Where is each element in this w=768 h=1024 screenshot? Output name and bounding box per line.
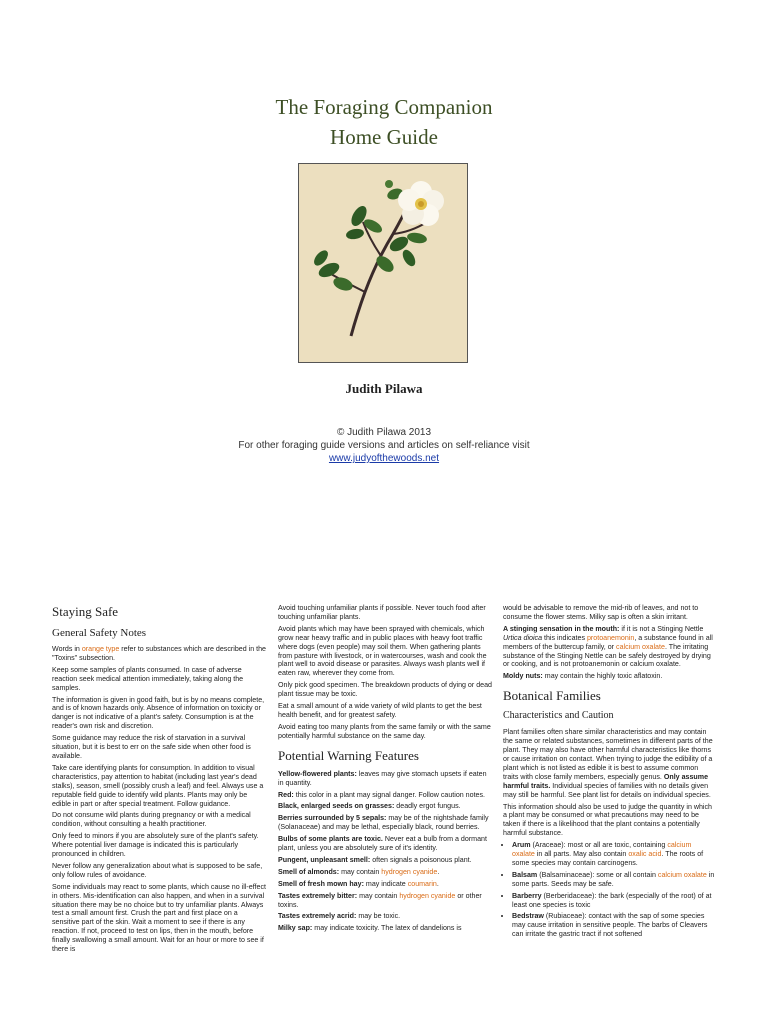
author-name: Judith Pilawa bbox=[345, 381, 423, 396]
paragraph: Keep some samples of plants consumed. In case of adverse reaction seek medical attention immediately, taking along the samples. bbox=[52, 665, 244, 692]
list-item: • Arum (Araceae): most or all are toxic, containing calcium oxalate in all parts. May also contain oxalic acid. The roots of some species may contain carcinogens. bbox=[512, 841, 715, 868]
paragraph: This information should also be used to judge the quantity in which a plant may be consumed or what precautions may need to be taken if there is a likelihood that the plant contains a potentially harmful substance. bbox=[503, 802, 712, 838]
paragraph: Some guidance may reduce the risk of starvation in a survival situation, but it is best to err on the safe side when other food is available. bbox=[52, 734, 251, 760]
rose-sprig-illustration bbox=[299, 164, 467, 362]
warning-feature: Pungent, unpleasant smell: often signals a poisonous plant. bbox=[278, 855, 472, 864]
column-1 bbox=[52, 604, 267, 957]
paragraph: Only feed to minors if you are absolutely sure of the plant's safety. Where potential liver damage is indicated this is particularly pronounced in children. bbox=[52, 832, 259, 859]
paragraph: Avoid eating too many plants from the same family or with the same potentially harmful substance on the same day. bbox=[278, 722, 491, 740]
paragraph: Take care identifying plants for consumption. In addition to visual characteristics, pay attention to habitat (including last year's dead stalks), season, smell (possibly crush a leaf) and feel. Always use a reputable field guide to identify wild plants. Plants may only be edible in part or after special treatment. Follow guidance. bbox=[52, 763, 264, 808]
warning-feature: Smell of almonds: may contain hydrogen cyanide. bbox=[278, 867, 440, 876]
column-3 bbox=[503, 604, 715, 942]
paragraph: Words in orange type refer to substances which are described in the "Toxins" subsection. bbox=[52, 645, 266, 662]
warning-feature: Yellow-flowered plants: leaves may give stomach upsets if eaten in quantity. bbox=[278, 769, 487, 787]
family-list bbox=[503, 841, 715, 939]
paragraph: Do not consume wild plants during pregnancy or with a medical condition, without consulting a health practitioner. bbox=[52, 811, 251, 829]
visit-text: For other foraging guide versions and articles on self-reliance visit bbox=[238, 440, 530, 451]
paragraph: The information is given in good faith, but is by no means complete, and is of known hazards only. Absence of information on toxicity or danger is not indicative of a plant's safety. Consumption is at the reader's own risk and discretion. bbox=[52, 695, 265, 731]
list-item: • Barberry (Berberidaceae): the bark (especially of the root) of at least one species is toxic bbox=[512, 892, 715, 910]
list-item: • Balsam (Balsaminaceae): some or all contain calcium oxalate in some parts. Seeds may be safe. bbox=[512, 871, 715, 889]
paragraph: Some individuals may react to some plants, which cause no ill-effect in others. Mis-identification can also happen, and when in a survival situation there may be no choice but to try unfamiliar plants. Always test a small amount first. Crush the part and first place on a sensitive part of the skin. Wait a moment to see if there is any reaction. If not, proceed to test on lips, then in the mouth, before finally swallowing a small amount. Wait for an hour or more to see if there is bbox=[52, 882, 266, 954]
cover-photo-rose-sprig bbox=[298, 163, 468, 363]
warning-feature: Tastes extremely bitter: may contain hydrogen cyanide or other toxins. bbox=[278, 891, 482, 909]
copyright-notice: © Judith Pilawa 2013 bbox=[336, 427, 432, 438]
warning-feature: Milky sap: may indicate toxicity. The latex of dandelions is bbox=[278, 924, 462, 933]
paragraph: Moldy nuts: may contain the highly toxic aflatoxin. bbox=[503, 672, 663, 681]
section-heading-warning-features: Potential Warning Features bbox=[278, 747, 419, 763]
paragraph: Only pick good specimen. The breakdown products of dying or dead plant tissue may be toxic. bbox=[278, 681, 492, 699]
warning-feature: Smell of fresh mown hay: may indicate coumarin. bbox=[278, 879, 439, 888]
warning-feature: Black, enlarged seeds on grasses: deadly ergot fungus. bbox=[278, 802, 461, 811]
warning-feature: Berries surrounded by 5 sepals: may be of the nightshade family (Solanaceae) and may be lethal, especially black, round berries. bbox=[278, 814, 489, 832]
paragraph: Avoid touching unfamiliar plants if possible. Never touch food after touching unfamiliar plants. bbox=[278, 604, 486, 621]
paragraph: Avoid plants which may have been sprayed with chemicals, which grow near heavy traffic and in public places with heavy foot traffic where dogs (even people) may soil them. When gathering plants from pasture with livestock, or in watercourses, wash and cook the plant well to avoid disease or parasites. Always wash plants well if eaten raw, wherever they come from. bbox=[278, 624, 487, 678]
warning-feature: Tastes extremely acrid: may be toxic. bbox=[278, 912, 401, 921]
website-link[interactable]: www.judyofthewoods.net bbox=[328, 453, 440, 464]
paragraph: would be advisable to remove the mid-rib of leaves, and not to consume the flower stems. Milky sap is often a skin irritant. bbox=[503, 604, 699, 621]
column-2 bbox=[278, 604, 493, 936]
warning-feature: Bulbs of some plants are toxic. Never eat a bulb from a dormant plant, unless you are absolutely sure of it's identity. bbox=[278, 835, 487, 853]
list-item: • Bedstraw (Rubiaceae): contact with the sap of some species may cause irritation in sensitive people. The barbs of Cleavers can irritate the gastric tract if not softened bbox=[512, 912, 715, 939]
section-heading-staying-safe: Staying Safe bbox=[52, 604, 119, 619]
paragraph: Eat a small amount of a wide variety of wild plants to get the best health benefit, and for greatest safety. bbox=[278, 702, 482, 719]
warning-feature: Red: this color in a plant may signal danger. Follow caution notes. bbox=[278, 790, 486, 799]
subheading-characteristics-caution: Characteristics and Caution bbox=[503, 710, 614, 722]
paragraph: Never follow any generalization about what is supposed to be safe, only follow rules of avoidance. bbox=[52, 861, 263, 879]
section-heading-botanical-families: Botanical Families bbox=[503, 688, 601, 704]
subheading-general-safety-notes: General Safety Notes bbox=[52, 627, 147, 639]
paragraph: A stinging sensation in the mouth: if it is not a Stinging Nettle Urtica dioica this indicates protoanemonin, a substance found in all members of the buttercup family, or calcium oxalate. The irritating substance of the Stinging Nettle can be safely destroyed by drying or cooking, and is not protoanemonin or calcium oxalate. bbox=[503, 624, 713, 669]
document-title-line-1: The Foraging Companion bbox=[275, 95, 493, 119]
document-title-line-2: Home Guide bbox=[330, 125, 438, 149]
paragraph: Plant families often share similar characteristics and may contain the same or related substances, sometimes in different parts of the plant. They may also have other harmful characteristics like thorns or cause irritation on contact. When trying to judge the edibility of a plant which is not listed as edible it is best to assume common traits with close family members, especially genus. Only assume harmful traits. Individual species of families with no details given may still be harmful. See plant list for details on individual species. bbox=[503, 728, 713, 799]
